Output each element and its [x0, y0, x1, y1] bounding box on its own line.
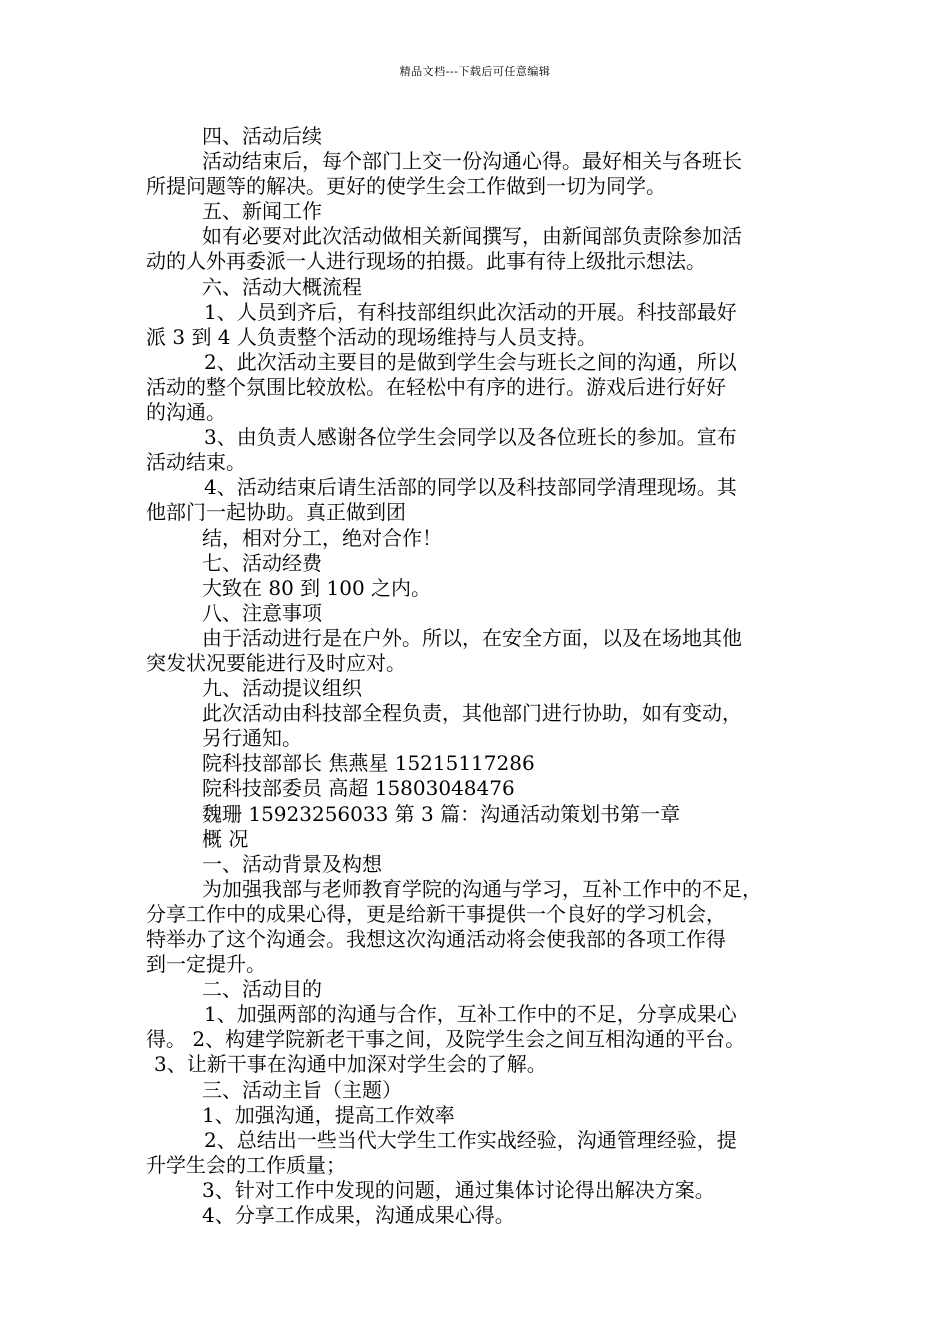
text-line: 八、注意事项	[202, 600, 322, 625]
text-line: 分享工作中的成果心得，更是给新干事提供一个良好的学习机会，	[146, 901, 726, 926]
text-line: 2、总结出一些当代大学生工作实战经验，沟通管理经验，提	[204, 1127, 737, 1152]
text-line: 升学生会的工作质量；	[146, 1152, 346, 1177]
text-line: 3、由负责人感谢各位学生会同学以及各位班长的参加。宣布	[204, 425, 737, 450]
text-line: 院科技部委员 高超 15803048476	[202, 776, 515, 801]
text-line: 结，相对分工，绝对合作！	[202, 525, 442, 550]
text-line: 院科技部部长 焦燕星 15215117286	[202, 751, 535, 776]
text-line: 得。 2、构建学院新老干事之间，及院学生会之间互相沟通的平台。	[146, 1027, 746, 1052]
text-line: 一、活动背景及构想	[202, 851, 382, 876]
text-line: 由于活动进行是在户外。所以，在安全方面，以及在场地其他	[202, 625, 742, 650]
text-line: 4、分享工作成果，沟通成果心得。	[202, 1203, 515, 1228]
text-line: 为加强我部与老师教育学院的沟通与学习，互补工作中的不足，	[202, 876, 762, 901]
text-line: 4、活动结束后请生活部的同学以及科技部同学清理现场。其	[204, 475, 737, 500]
text-line: 3、针对工作中发现的问题，通过集体讨论得出解决方案。	[202, 1177, 715, 1202]
text-line: 到一定提升。	[146, 952, 266, 977]
text-line: 2、此次活动主要目的是做到学生会与班长之间的沟通，所以	[204, 349, 737, 374]
text-line: 三、活动主旨（主题）	[202, 1077, 402, 1102]
text-line: 九、活动提议组织	[202, 676, 362, 701]
page-header: 精品文档---下载后可任意编辑	[399, 65, 551, 78]
text-line: 3、让新干事在沟通中加深对学生会的了解。	[154, 1052, 547, 1077]
text-line: 动的人外再委派一人进行现场的拍摄。此事有待上级批示想法。	[146, 249, 706, 274]
text-line: 五、新闻工作	[202, 199, 322, 224]
text-line: 概 况	[202, 826, 249, 851]
text-line: 突发状况要能进行及时应对。	[146, 650, 406, 675]
text-line: 派 3 到 4 人负责整个活动的现场维持与人员支持。	[146, 324, 597, 349]
text-line: 六、活动大概流程	[202, 274, 362, 299]
text-line: 七、活动经费	[202, 550, 322, 575]
text-line: 大致在 80 到 100 之内。	[202, 575, 432, 600]
text-line: 魏珊 15923256033 第 3 篇：沟通活动策划书第一章	[202, 801, 681, 826]
text-line: 所提问题等的解决。更好的使学生会工作做到一切为同学。	[146, 174, 666, 199]
text-line: 活动结束后，每个部门上交一份沟通心得。最好相关与各班长	[202, 149, 742, 174]
text-line: 如有必要对此次活动做相关新闻撰写，由新闻部负责除参加活	[202, 224, 742, 249]
text-line: 活动的整个氛围比较放松。在轻松中有序的进行。游戏后进行好好	[146, 374, 726, 399]
text-line: 另行通知。	[202, 726, 302, 751]
text-line: 活动结束。	[146, 450, 246, 475]
document-body	[146, 124, 828, 1228]
text-line: 1、人员到齐后，有科技部组织此次活动的开展。科技部最好	[204, 299, 737, 324]
text-line: 的沟通。	[146, 400, 226, 425]
text-line: 此次活动由科技部全程负责，其他部门进行协助，如有变动，	[202, 701, 742, 726]
text-line: 二、活动目的	[202, 977, 322, 1002]
text-line: 四、活动后续	[202, 124, 322, 148]
text-line: 1、加强沟通，提高工作效率	[202, 1102, 455, 1127]
text-line: 1、加强两部的沟通与合作，互补工作中的不足，分享成果心	[204, 1002, 737, 1027]
text-line: 特举办了这个沟通会。我想这次沟通活动将会使我部的各项工作得	[146, 927, 726, 951]
text-line: 他部门一起协助。真正做到团	[146, 500, 406, 525]
